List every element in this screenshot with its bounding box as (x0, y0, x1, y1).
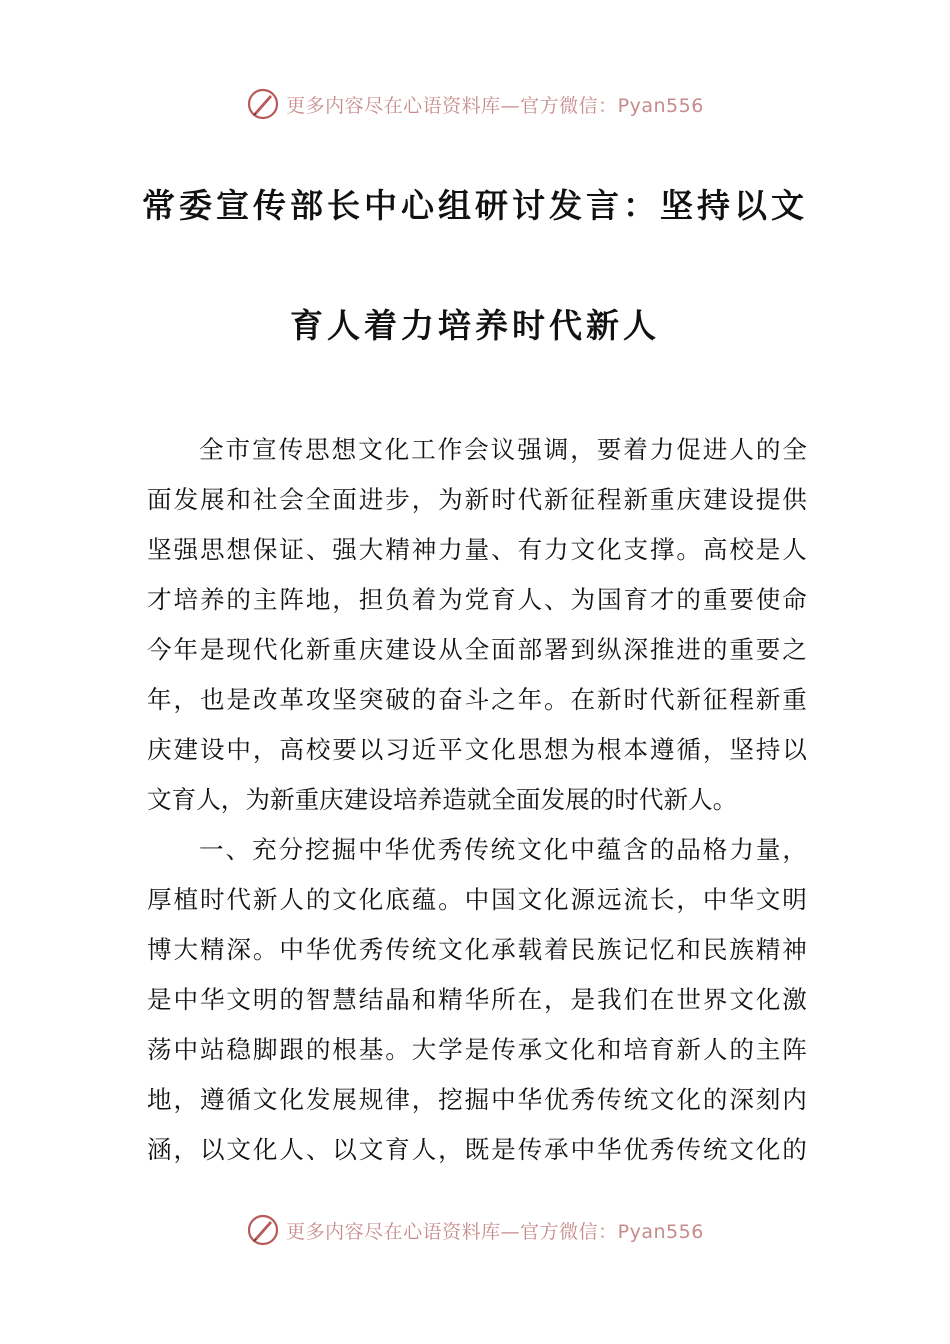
watermark-text: 更多内容尽在心语资料库—官方微信：Pyan556 (286, 1220, 704, 1243)
paragraph-line: 才 培 养 的 主 阵 地 ， 担 负 着 为 党 育 人 、 为 国 育 才 的 重 要 使 命 (147, 585, 807, 614)
paragraph-line: 文育人，为新重庆建设培养造就全面发展的时代新人。 (147, 785, 738, 814)
paragraph-line: 全 市 宣 传 思 想 文 化 工 作 会 议 强 调 ， 要 着 力 促 进 人 的 全 (199, 435, 807, 464)
header-watermark (0, 84, 950, 124)
footer-watermark (0, 1210, 950, 1250)
wechat-id: Pyan556 (617, 1220, 704, 1243)
quill-logo-icon (246, 87, 280, 121)
document-title-line-2: 育人着力培养时代新人 (290, 306, 660, 345)
paragraph-line: 荡 中 站 稳 脚 跟 的 根 基 。 大 学 是 传 承 文 化 和 培 育 新 人 的 主 阵 (147, 1035, 807, 1064)
document-title-line-1: 常委宣传部长中心组研讨发言：坚持以文 (142, 186, 808, 225)
paragraph-line: 今 年 是 现 代 化 新 重 庆 建 设 从 全 面 部 署 到 纵 深 推 进 的 重 要 之 (147, 635, 807, 664)
paragraph-line: 庆 建 设 中 ， 高 校 要 以 习 近 平 文 化 思 想 为 根 本 遵 循 ， 坚 持 以 (147, 735, 807, 764)
paragraph-line: 面 发 展 和 社 会 全 面 进 步 ， 为 新 时 代 新 征 程 新 重 庆 建 设 提 供 (147, 485, 807, 514)
wechat-id: Pyan556 (617, 94, 704, 117)
quill-logo-icon (246, 1213, 280, 1247)
paragraph-line: 一 、 充 分 挖 掘 中 华 优 秀 传 统 文 化 中 蕴 含 的 品 格 力 量 ， (199, 835, 807, 864)
paragraph-line: 厚 植 时 代 新 人 的 文 化 底 蕴 。 中 国 文 化 源 远 流 长 ， 中 华 文 明 (147, 885, 807, 914)
paragraph-line: 坚 强 思 想 保 证 、 强 大 精 神 力 量 、 有 力 文 化 支 撑 。 高 校 是 人 (147, 535, 807, 564)
paragraph-line: 是 中 华 文 明 的 智 慧 结 晶 和 精 华 所 在 ， 是 我 们 在 世 界 文 化 激 (147, 985, 807, 1014)
document-body (147, 425, 807, 1175)
watermark-text: 更多内容尽在心语资料库—官方微信：Pyan556 (286, 94, 704, 117)
paragraph-line: 博 大 精 深 。 中 华 优 秀 传 统 文 化 承 载 着 民 族 记 忆 和 民 族 精 神 (147, 935, 807, 964)
paragraph-line: 涵 ， 以 文 化 人 、 以 文 育 人 ， 既 是 传 承 中 华 优 秀 传 统 文 化 的 (147, 1135, 807, 1164)
paragraph-line: 年 ， 也 是 改 革 攻 坚 突 破 的 奋 斗 之 年 。 在 新 时 代 新 征 程 新 重 (147, 685, 807, 714)
paragraph-line: 地 ， 遵 循 文 化 发 展 规 律 ， 挖 掘 中 华 优 秀 传 统 文 化 的 深 刻 内 (147, 1085, 807, 1114)
